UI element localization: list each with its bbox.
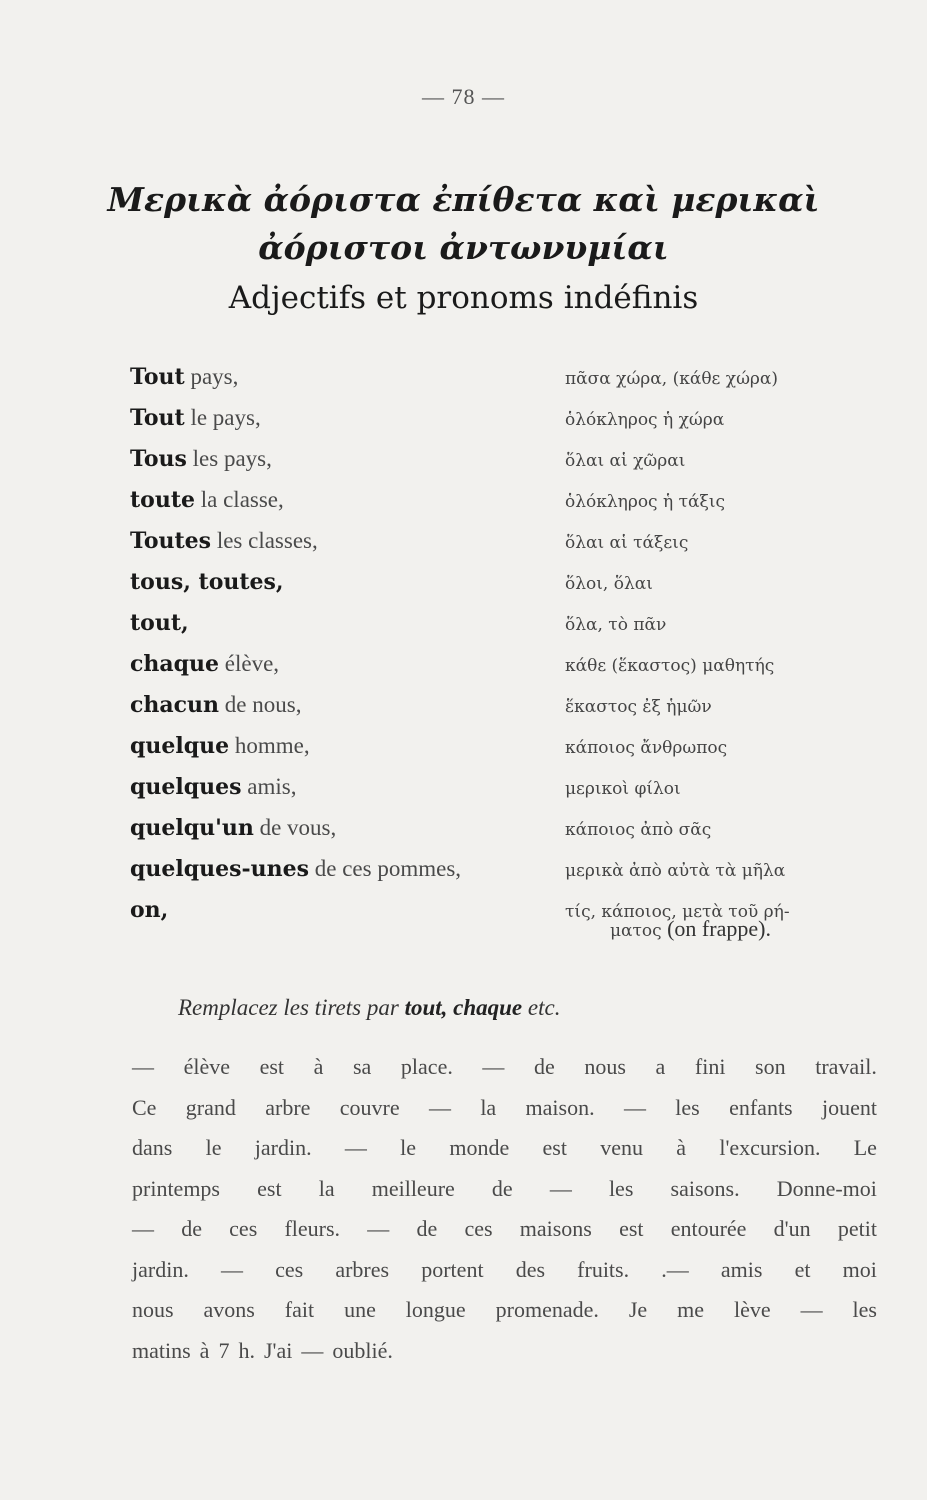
exercise-word: le (400, 1135, 417, 1160)
vocab-greek: ὅλα, τὸ πᾶν (565, 615, 667, 635)
exercise-word: nous (132, 1297, 174, 1322)
vocab-row (0, 524, 927, 565)
vocab-french (130, 524, 318, 558)
vocab-row (0, 606, 927, 647)
vocab-term: quelqu'un (130, 815, 254, 841)
vocab-french (130, 360, 238, 394)
exercise-word: h. (238, 1337, 255, 1363)
exercise-word: les (675, 1094, 700, 1120)
vocab-french (130, 688, 301, 722)
exercise-word: longue (405, 1297, 466, 1322)
page-number: — 78 — (422, 84, 505, 109)
exercise-word: — (428, 1094, 451, 1120)
exercise-word: l'excursion. (719, 1135, 821, 1160)
exercise-word: printemps (132, 1175, 220, 1201)
exercise-word: — (367, 1216, 390, 1241)
exercise-word: à (313, 1054, 324, 1079)
vocab-greek: ὁλόκληρος ἡ χώρα (565, 410, 725, 430)
vocab-rest: homme, (229, 733, 310, 758)
vocab-greek: μερικοὶ φίλοι (565, 779, 681, 799)
vocab-rest: la classe, (195, 487, 284, 512)
exercise-word: promenade. (495, 1297, 599, 1322)
exercise-word: lève (733, 1297, 771, 1322)
vocab-rest: le pays, (184, 405, 261, 430)
exercise-word: est (619, 1216, 644, 1241)
exercise-line (132, 1050, 877, 1091)
vocab-rest: de vous, (253, 815, 337, 840)
exercise-word: entourée (670, 1216, 747, 1241)
exercise-word: d'un (773, 1216, 811, 1241)
exercise-word: une (344, 1297, 376, 1322)
vocab-term: quelque (130, 733, 230, 759)
greek-continuation: ματος (610, 921, 662, 941)
exercise-word: de (534, 1054, 555, 1079)
vocab-french (130, 729, 310, 763)
exercise-word: meilleure (371, 1175, 455, 1201)
exercise-word: saisons. (670, 1175, 740, 1201)
exercise-word: maisons (519, 1216, 592, 1241)
exercise-word: sa (353, 1054, 372, 1079)
exercise-word: matins (132, 1337, 191, 1363)
exercise-word: — (132, 1216, 154, 1241)
vocab-greek: ὁλόκληρος ἡ τάξις (565, 492, 726, 512)
exercise-word: — (623, 1094, 646, 1120)
exercise-word: Ce (132, 1094, 157, 1120)
vocab-row (0, 811, 927, 852)
exercise-word: fleurs. (284, 1216, 341, 1241)
exercise-word: enfants (729, 1094, 793, 1120)
exercise-word: portent (421, 1256, 484, 1282)
exercise-word: Donne-moi (776, 1175, 877, 1201)
exercise-text (132, 1050, 877, 1374)
vocab-rest: pays, (184, 364, 239, 389)
vocab-row (0, 360, 927, 401)
exercise-word: 7 (218, 1337, 230, 1363)
vocab-french (130, 811, 336, 845)
vocab-term: Tous (130, 446, 187, 472)
exercise-word: a (655, 1054, 666, 1079)
title-greek-line-2: ἀόριστοι ἀντωνυμίαι (258, 228, 669, 267)
exercise-word: fruits. (577, 1256, 630, 1282)
exercise-word: et (794, 1256, 811, 1282)
exercise-word: — (800, 1297, 823, 1322)
vocab-row (0, 483, 927, 524)
vocab-row (0, 565, 927, 606)
vocab-term: chacun (130, 692, 220, 718)
exercise-word: venu (600, 1135, 644, 1160)
exercise-word: est (542, 1135, 567, 1160)
exercise-word: à (199, 1337, 210, 1363)
vocab-greek: κάποιος ἄνθρωπος (565, 738, 728, 758)
exercise-word: oublié. (332, 1337, 393, 1363)
exercise-word: son (755, 1054, 786, 1079)
title-greek-line-1: Μερικὰ ἀόριστα ἐπίθετα καὶ μερικαὶ (107, 180, 820, 219)
exercise-word: moi (842, 1256, 877, 1282)
vocab-term: quelques (130, 774, 242, 800)
exercise-line (132, 1172, 877, 1213)
vocab-term: Toutes (130, 528, 212, 554)
exercise-line (132, 1293, 877, 1334)
exercise-word: de (491, 1175, 513, 1201)
vocab-greek: πᾶσα χώρα, (κάθε χώρα) (565, 369, 779, 389)
exercise-word: amis (720, 1256, 763, 1282)
vocab-greek: ὅλοι, ὅλαι (565, 574, 653, 594)
vocab-term: on, (130, 897, 169, 923)
vocab-greek: κάποιος ἀπὸ σᾶς (565, 820, 712, 840)
vocab-french (130, 442, 272, 476)
exercise-word: à (676, 1135, 687, 1160)
vocab-greek: μερικὰ ἀπὸ αὐτὰ τὰ μῆλα (565, 861, 786, 881)
vocab-rest: les classes, (211, 528, 318, 553)
exercise-word: ces (464, 1216, 493, 1241)
vocab-row (0, 647, 927, 688)
exercise-word: grand (185, 1094, 236, 1120)
exercise-word: avons (203, 1297, 255, 1322)
exercise-word: arbres (335, 1256, 390, 1282)
vocab-rest: amis, (241, 774, 297, 799)
vocabulary-list (0, 360, 927, 934)
exercise-word: jardin. (132, 1256, 189, 1282)
exercise-word: — (482, 1054, 505, 1079)
vocab-term: Tout (130, 364, 185, 390)
exercise-word: ces (275, 1256, 304, 1282)
exercise-word: — (132, 1054, 154, 1079)
vocab-greek: ἕκαστος ἐξ ἡμῶν (565, 697, 712, 717)
exercise-word: — (220, 1256, 243, 1282)
exercise-word: couvre (339, 1094, 400, 1120)
exercise-line (132, 1334, 877, 1375)
vocab-greek: τίς, κάποιος, μετὰ τοῦ ρή- (565, 902, 790, 922)
exercise-word: arbre (265, 1094, 311, 1120)
vocab-rest: les pays, (186, 446, 272, 471)
exercise-word: me (677, 1297, 704, 1322)
exercise-word: place. (400, 1054, 453, 1079)
vocab-term: quelques-unes (130, 856, 309, 882)
vocab-rest: élève, (219, 651, 280, 676)
vocab-row (0, 688, 927, 729)
vocab-row (0, 770, 927, 811)
greek-continuation-french: (on frappe). (667, 916, 771, 941)
exercise-line (132, 1212, 877, 1253)
exercise-word: le (205, 1135, 222, 1160)
exercise-word: Je (628, 1297, 648, 1322)
vocab-greek: ὅλαι αἱ τάξεις (565, 533, 689, 553)
vocab-row (0, 442, 927, 483)
exercise-instruction (178, 995, 560, 1021)
vocab-row (0, 852, 927, 893)
exercise-word: la (318, 1175, 335, 1201)
vocab-greek: ὅλαι αἱ χῶραι (565, 451, 686, 471)
exercise-word: Le (853, 1135, 877, 1160)
exercise-word: est (257, 1175, 282, 1201)
exercise-word: dans (132, 1135, 173, 1160)
title-french: Adjectifs et pronoms indéfinis (228, 280, 699, 316)
exercise-word: est (259, 1054, 285, 1079)
exercise-word: nous (584, 1054, 626, 1079)
exercise-line (132, 1131, 877, 1172)
exercise-word: la (480, 1094, 497, 1120)
exercise-word: J'ai (263, 1337, 293, 1363)
exercise-word: les (608, 1175, 634, 1201)
exercise-word: travail. (815, 1054, 877, 1079)
vocab-rest: de nous, (219, 692, 302, 717)
exercise-word: jardin. (254, 1135, 312, 1160)
vocab-french (130, 893, 168, 927)
vocab-term: tout, (130, 610, 189, 636)
vocab-term: Tout (130, 405, 185, 431)
vocab-french (130, 770, 296, 804)
instruction-lead: Remplacez les tirets par (178, 995, 405, 1020)
vocab-french (130, 565, 284, 599)
vocab-term: chaque (130, 651, 220, 677)
exercise-word: de (181, 1216, 202, 1241)
exercise-word: jouent (821, 1094, 877, 1120)
exercise-word: — (344, 1135, 367, 1160)
vocab-term: tous, toutes, (130, 569, 284, 595)
vocab-french (130, 647, 279, 681)
vocab-greek: κάθε (ἕκαστος) μαθητής (565, 656, 775, 676)
vocab-rest: de ces pommes, (309, 856, 462, 881)
instruction-tail: etc. (522, 995, 561, 1020)
exercise-line (132, 1091, 877, 1132)
vocab-row (0, 729, 927, 770)
exercise-word: — (549, 1175, 572, 1201)
exercise-word: .— (661, 1256, 689, 1282)
exercise-word: élève (183, 1054, 230, 1079)
vocab-french (130, 852, 461, 886)
vocab-row (0, 893, 927, 934)
exercise-word: maison. (525, 1094, 595, 1120)
vocab-french (130, 401, 261, 435)
exercise-word: — (301, 1337, 324, 1363)
exercise-word: fait (284, 1297, 315, 1322)
vocab-greek-continuation (610, 912, 771, 948)
vocab-french (130, 483, 284, 517)
vocab-term: toute (130, 487, 195, 513)
vocab-french (130, 606, 189, 640)
exercise-word: fini (694, 1054, 726, 1079)
exercise-word: de (416, 1216, 438, 1241)
vocab-row (0, 401, 927, 442)
exercise-word: ces (229, 1216, 258, 1241)
exercise-word: monde (449, 1135, 510, 1160)
exercise-word: des (515, 1256, 546, 1282)
instruction-bold: tout, chaque (404, 995, 523, 1020)
exercise-word: petit (837, 1216, 877, 1241)
exercise-line (132, 1253, 877, 1294)
exercise-word: les (852, 1297, 877, 1322)
